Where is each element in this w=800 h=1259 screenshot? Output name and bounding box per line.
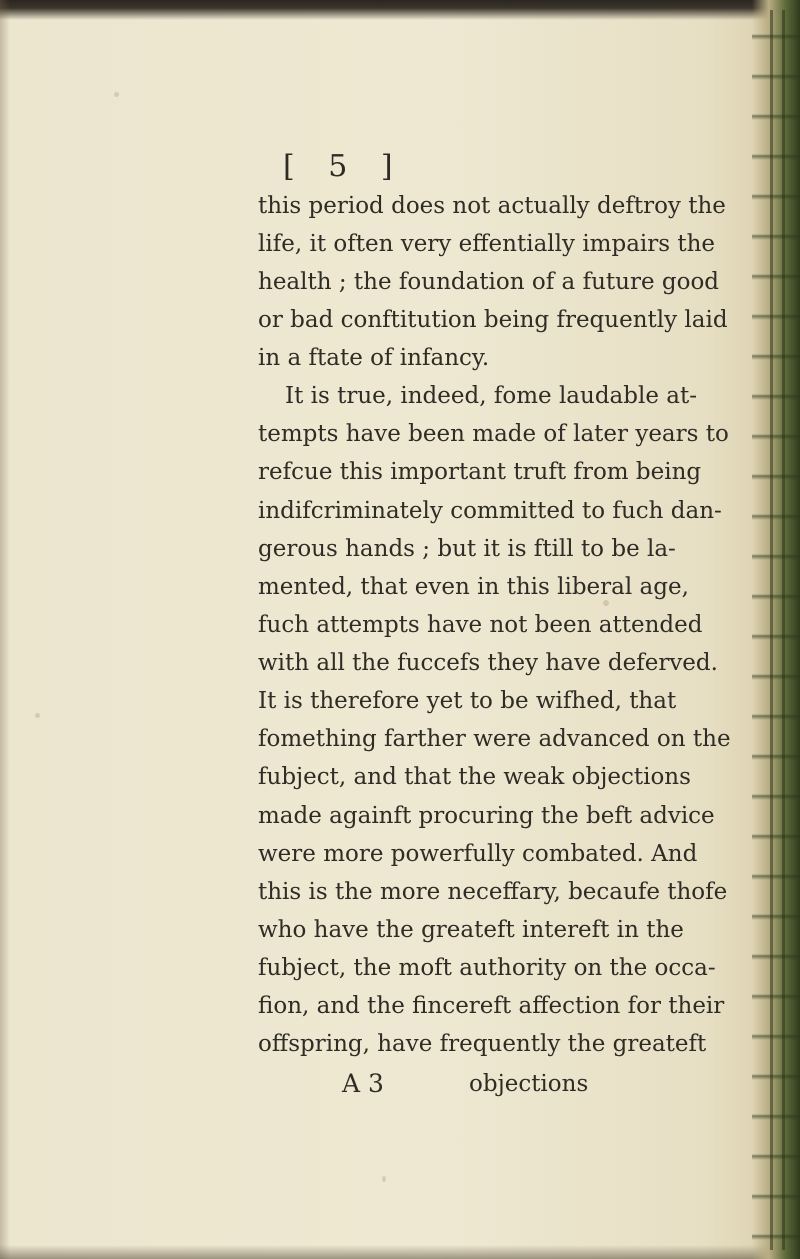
text-line: this is the more neceffary, becaufe thofe (258, 879, 728, 905)
text-line: health ; the foundation of a future good (258, 269, 720, 295)
text-line: gerous hands ; but it is ftill to be la- (258, 536, 676, 562)
text-line: in a ftate of infancy. (258, 345, 490, 371)
text-line: offspring, have frequently the greateft (258, 1031, 707, 1057)
text-line: were more powerfully combated. And (258, 841, 698, 867)
signature-mark: A 3 (342, 1069, 384, 1098)
running-head: [ 5 ] (283, 149, 405, 184)
text-line: with all the fuccefs they have deferved. (258, 650, 718, 676)
text-line: fomething farther were advanced on the (258, 726, 731, 752)
text-line: fubject, the moft authority on the occa- (258, 955, 716, 981)
text-line: fubject, and that the weak objections (258, 764, 691, 790)
text-line: tempts have been made of later years to (258, 421, 729, 447)
text-line: fuch attempts have not been attended (258, 612, 703, 638)
text-line: made againft procuring the beft advice (258, 803, 715, 829)
text-line: It is therefore yet to be wifhed, that (258, 688, 677, 714)
text-line: this period does not actually deftroy the (258, 193, 726, 219)
text-line: refcue this important truft from being (258, 459, 702, 485)
text-line: indifcriminately committed to fuch dan- (258, 498, 722, 524)
text-line: or bad conftitution being frequently laid (258, 307, 728, 333)
text-line: fion, and the fincereft affection for their (258, 993, 725, 1019)
catchword: objections (469, 1071, 589, 1097)
text-line: It is true, indeed, fome laudable at- (285, 383, 697, 409)
text-line: life, it often very effentially impairs the (258, 231, 716, 257)
text-line: who have the greateft intereft in the (258, 917, 684, 943)
text-line: mented, that even in this liberal age, (258, 574, 689, 600)
